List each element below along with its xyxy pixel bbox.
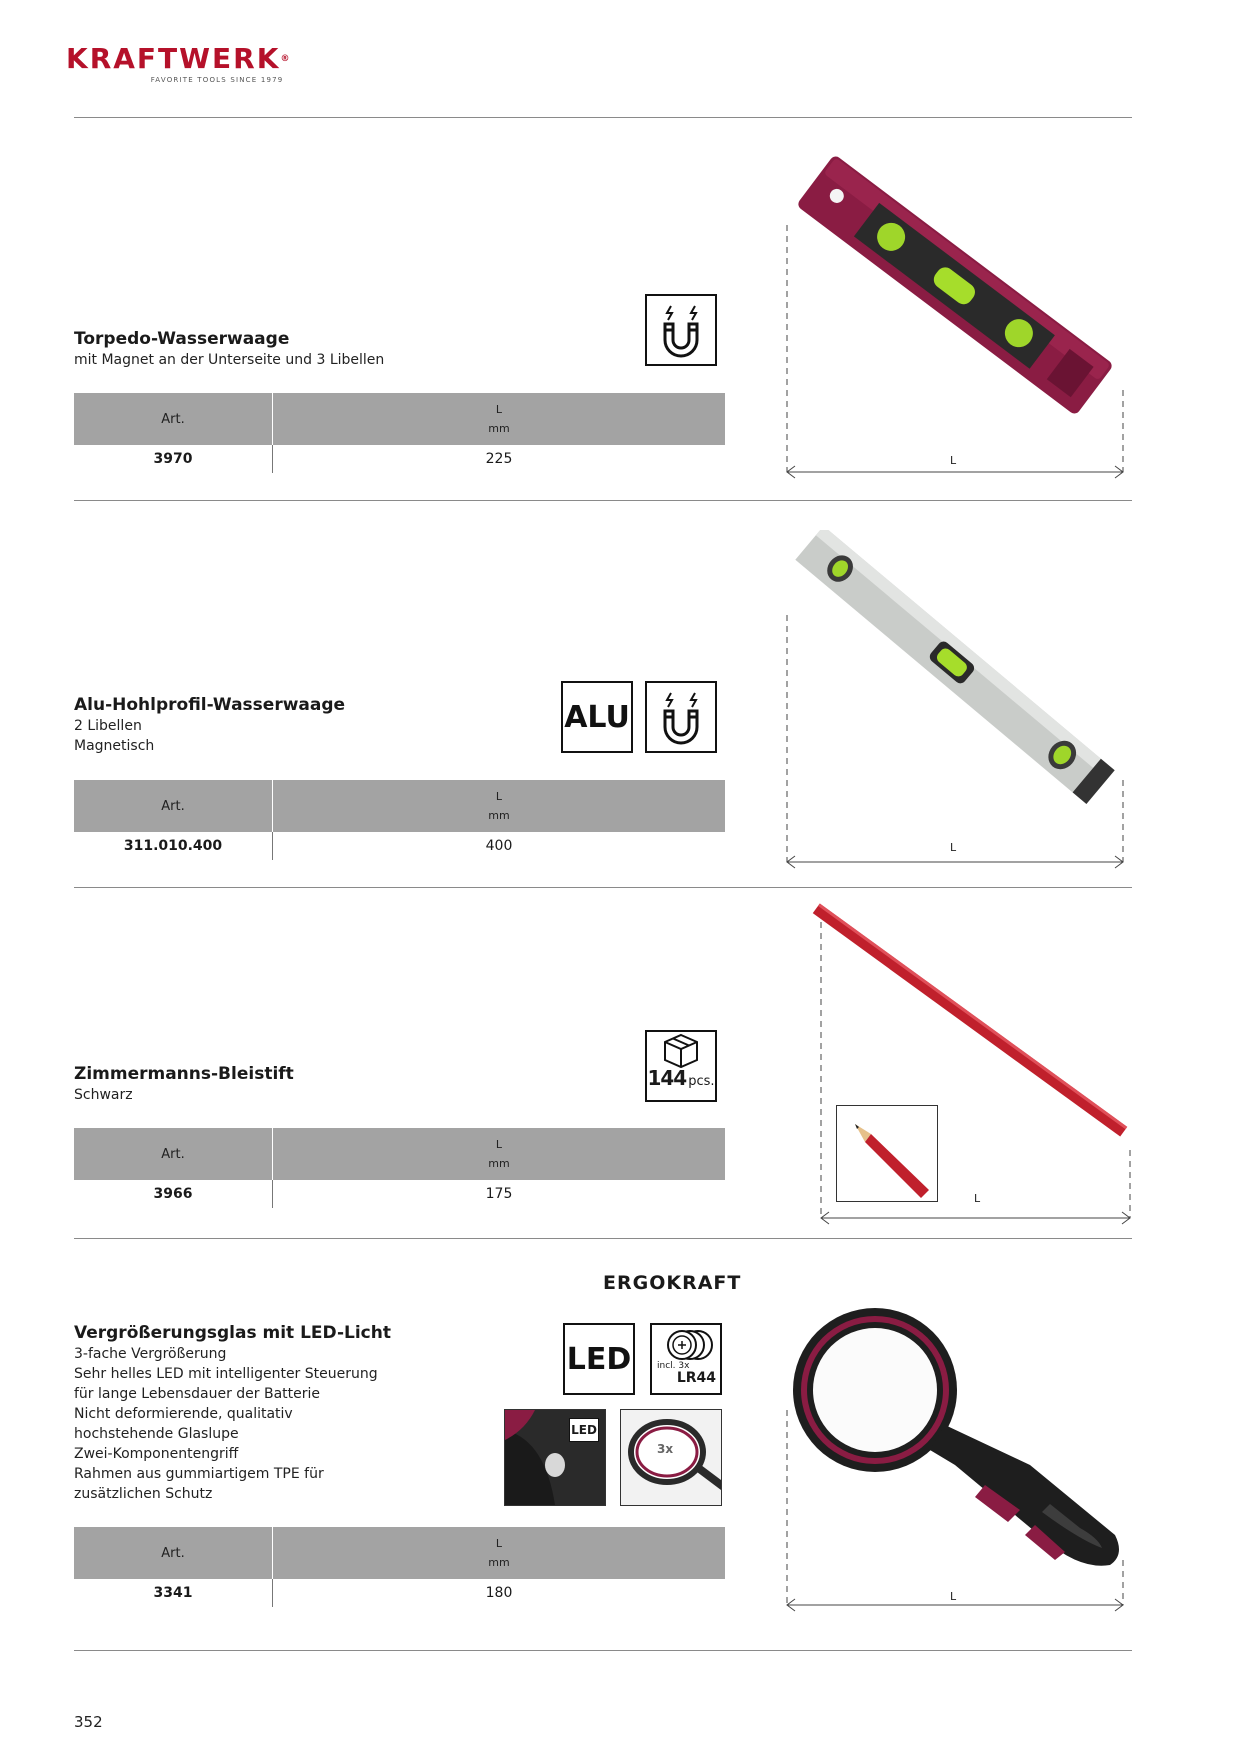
magnet-icon — [645, 681, 717, 753]
torpedo-level-image — [780, 140, 1130, 485]
dimension-label: L — [950, 454, 957, 467]
led-detail-image — [504, 1409, 606, 1506]
spec-table-header — [74, 393, 725, 445]
battery-icon — [650, 1323, 722, 1395]
spec-table — [74, 393, 725, 473]
dimension-label: L — [950, 1590, 957, 1603]
alu-level-image — [780, 530, 1130, 875]
spec-table — [74, 1527, 725, 1607]
divider — [74, 1238, 1132, 1239]
col-length-unit: mm — [488, 1556, 510, 1569]
divider — [74, 117, 1132, 118]
product-description: Nicht deformierende, qualitativ — [74, 1406, 293, 1422]
box-icon — [645, 1030, 717, 1102]
product-title: Alu-Hohlprofil-Wasserwaage — [74, 695, 346, 715]
col-length-unit: mm — [488, 809, 510, 822]
led-icon — [563, 1323, 635, 1395]
product-description: 3-fache Vergrößerung — [74, 1346, 227, 1362]
col-length-header: L — [495, 790, 503, 803]
col-art-header: Art. — [74, 1527, 273, 1579]
spec-table-header — [74, 1128, 725, 1180]
led-label: LED — [566, 1341, 632, 1377]
product-title: Torpedo-Wasserwaage — [74, 329, 290, 349]
article-number: 3966 — [74, 1180, 273, 1208]
product-description: Rahmen aus gummiartigem TPE für — [74, 1466, 324, 1482]
product-description: mit Magnet an der Unterseite und 3 Libellen — [74, 352, 385, 368]
pack-unit: pcs. — [688, 1074, 715, 1089]
detail-zoom-label: 3x — [657, 1442, 674, 1456]
brand-logo — [66, 44, 289, 84]
length-value: 180 — [485, 1585, 513, 1601]
divider — [74, 1650, 1132, 1651]
product-description: zusätzlichen Schutz — [74, 1486, 213, 1502]
col-art-header: Art. — [74, 393, 273, 445]
product-description: für lange Lebensdauer der Batterie — [74, 1386, 321, 1402]
spec-table-header — [74, 780, 725, 832]
spec-table — [74, 780, 725, 860]
logo-text: KRAFTWERK — [66, 42, 281, 75]
product-description: Sehr helles LED mit intelligenter Steuerung — [74, 1366, 378, 1382]
col-length-header: L — [495, 1537, 503, 1550]
product-description: 2 Libellen — [74, 718, 142, 734]
pack-count: 144 — [647, 1066, 687, 1090]
logo-registered: ® — [280, 54, 290, 64]
article-number: 3970 — [74, 445, 273, 473]
battery-incl: incl. 3x — [657, 1361, 690, 1371]
length-value: 175 — [485, 1186, 513, 1202]
table-row — [74, 445, 725, 473]
spec-table-header — [74, 1527, 725, 1579]
article-number: 3341 — [74, 1579, 273, 1607]
table-row — [74, 832, 725, 860]
alu-label: ALU — [564, 699, 630, 735]
col-length-unit: mm — [488, 1157, 510, 1170]
col-length-header: L — [495, 1138, 503, 1151]
battery-type: LR44 — [676, 1370, 716, 1386]
magnet-icon — [645, 294, 717, 366]
length-value: 225 — [485, 451, 513, 467]
alu-icon — [561, 681, 633, 753]
col-art-header: Art. — [74, 1128, 273, 1180]
brand-label: ERGOKRAFT — [603, 1272, 742, 1294]
logo-tagline: FAVORITE TOOLS SINCE 1979 — [150, 76, 284, 84]
product-description: Magnetisch — [74, 738, 155, 754]
product-title: Zimmermanns-Bleistift — [74, 1064, 294, 1084]
col-length-unit: mm — [488, 422, 510, 435]
divider — [74, 887, 1132, 888]
dimension-label: L — [974, 1192, 981, 1205]
product-description: hochstehende Glaslupe — [74, 1426, 239, 1442]
detail-led-badge: LED — [569, 1418, 599, 1442]
article-number: 311.010.400 — [74, 832, 273, 860]
col-length-header: L — [495, 403, 503, 416]
table-row — [74, 1180, 725, 1208]
dimension-label: L — [950, 841, 957, 854]
col-art-header: Art. — [74, 780, 273, 832]
product-title: Vergrößerungsglas mit LED-Licht — [74, 1323, 391, 1343]
product-description: Schwarz — [74, 1087, 133, 1103]
product-description: Zwei-Komponentengriff — [74, 1446, 239, 1462]
page-number: 352 — [74, 1713, 103, 1731]
zoom-detail-image — [620, 1409, 722, 1506]
magnifier-image — [780, 1290, 1130, 1620]
divider — [74, 500, 1132, 501]
table-row — [74, 1579, 725, 1607]
pencil-tip-detail-image — [836, 1105, 938, 1202]
spec-table — [74, 1128, 725, 1208]
length-value: 400 — [485, 838, 513, 854]
